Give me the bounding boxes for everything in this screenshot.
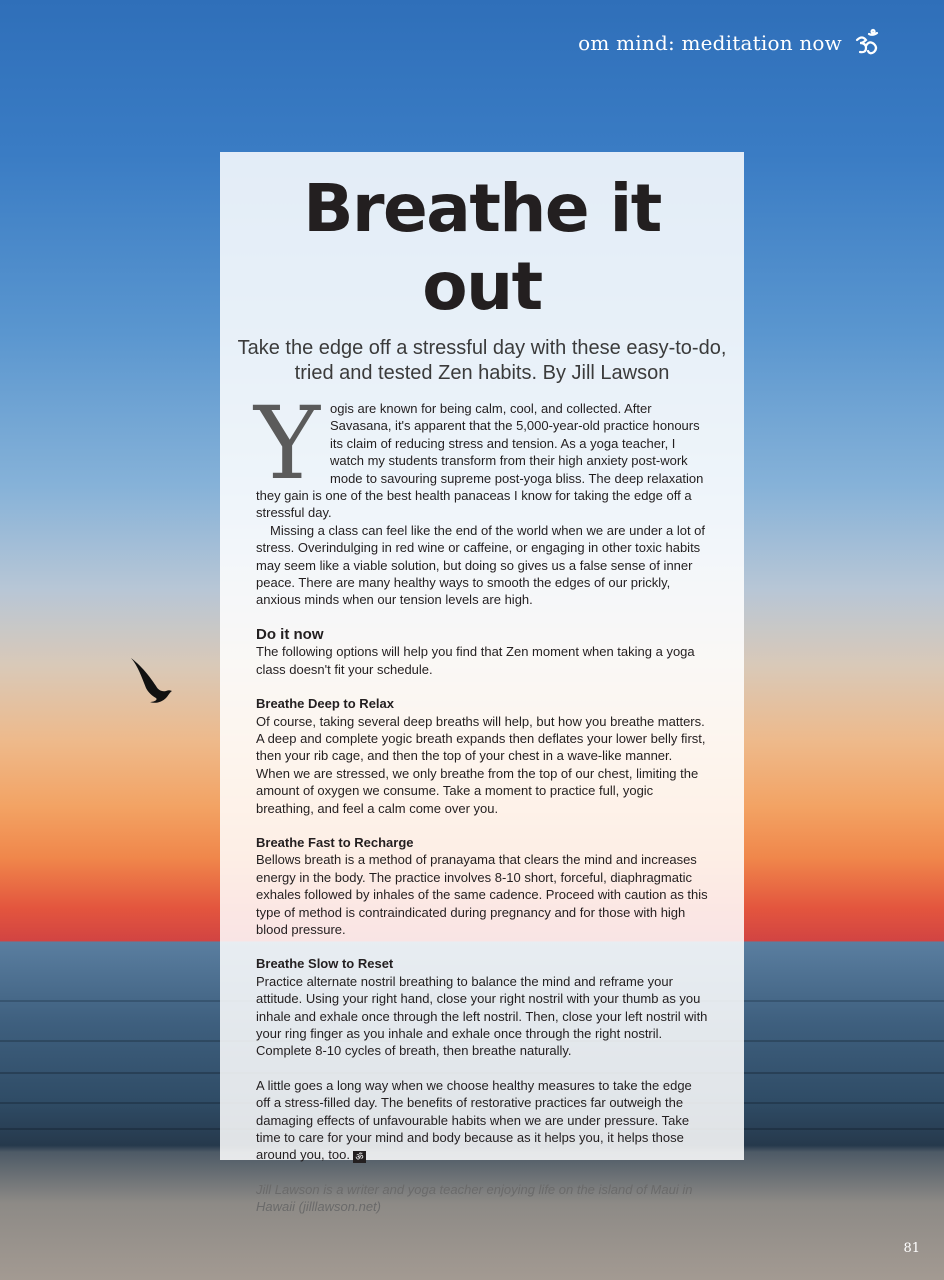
- tip-heading: Breathe Slow to Reset: [256, 956, 394, 972]
- section-intro: The following options will help you find that Zen moment when taking a yoga class doesn't fit your schedule.: [256, 644, 695, 677]
- author-bio: Jill Lawson is a writer and yoga teacher enjoying life on the island of Maui in Hawaii (jilllawson.net): [256, 1181, 693, 1215]
- article-body: [254, 385, 708, 1216]
- section-header: [578, 28, 882, 58]
- closing-text: A little goes a long way when we choose healthy measures to take the edge off a stress-filled day. The benefits of restorative practices far outweigh the damaging effects of unfavourable habits when we are under pressure. Take time to care for your mind and body because as it helps you, it helps those around you, too.: [256, 1077, 692, 1163]
- intro-paragraph-2: Missing a class can feel like the end of the world when we are under a lot of stress. Overindulging in red wine or caffeine, or engaging in other toxic habits may seem like a viable solution, but doing so gives us a false sense of inner peace. There are many healthy ways to smooth the edges of our prickly, anxious minds when our tension levels are high.: [256, 522, 706, 608]
- drop-cap: Y: [254, 385, 321, 502]
- tip-text: Practice alternate nostril breathing to balance the mind and reframe your attitude. Using your right hand, close your right nostril with your thumb as you inhale and exhale once through the left nostril. Then, close your left nostril with your ring finger as you inhale and exhale once through the right nostril. Complete 8-10 cycles of breath, then breathe naturally.: [256, 973, 708, 1059]
- closing-paragraph: [256, 1077, 708, 1164]
- article-title: Breathe it out: [303, 170, 661, 325]
- tip-heading: Breathe Deep to Relax: [256, 696, 394, 712]
- section-title: om mind: meditation now: [578, 31, 842, 55]
- page-number: 81: [903, 1241, 920, 1256]
- om-icon: [852, 28, 882, 58]
- intro-paragraph: [254, 385, 708, 522]
- tip-text: Of course, taking several deep breaths will help, but how you breathe matters. A deep and complete yogic breath expands then deflates your lower belly first, then your rib cage, and then the top of your chest in a wave-like manner. When we are stressed, we only breathe from the top of our chest, limiting the amount of oxygen we consume. Take a moment to practice full, yogic breathing, and feel a calm come over you.: [256, 713, 706, 816]
- article-subtitle: Take the edge off a stressful day with these easy-to-do, tried and tested Zen habits. By Jill Lawson: [237, 337, 727, 384]
- section-heading: Do it now: [256, 625, 324, 643]
- tip-text: Bellows breath is a method of pranayama that clears the mind and increases energy in the body. The practice involves 8-10 short, forceful, diaphragmatic exhales followed by inhales of the same cadence. Proceed with caution as this type of method is contraindicated during pregnancy and for those with high blood pressure.: [256, 852, 708, 937]
- article-panel: [220, 152, 744, 1215]
- seagull-silhouette: [128, 656, 174, 706]
- om-end-mark-icon: ॐ: [353, 1151, 366, 1163]
- tip-heading: Breathe Fast to Recharge: [256, 834, 414, 850]
- intro-text: ogis are known for being calm, cool, and collected. After Savasana, it's apparent that the 5,000-year-old practice honours its claim of reducing stress and tension. As a yoga teacher, I watch my students transform from their high anxiety post-work mode to savouring supreme post-yoga bliss. The deep relaxation they gain is one of the best health panaceas I know for taking the edge off a stressful day.: [256, 401, 704, 521]
